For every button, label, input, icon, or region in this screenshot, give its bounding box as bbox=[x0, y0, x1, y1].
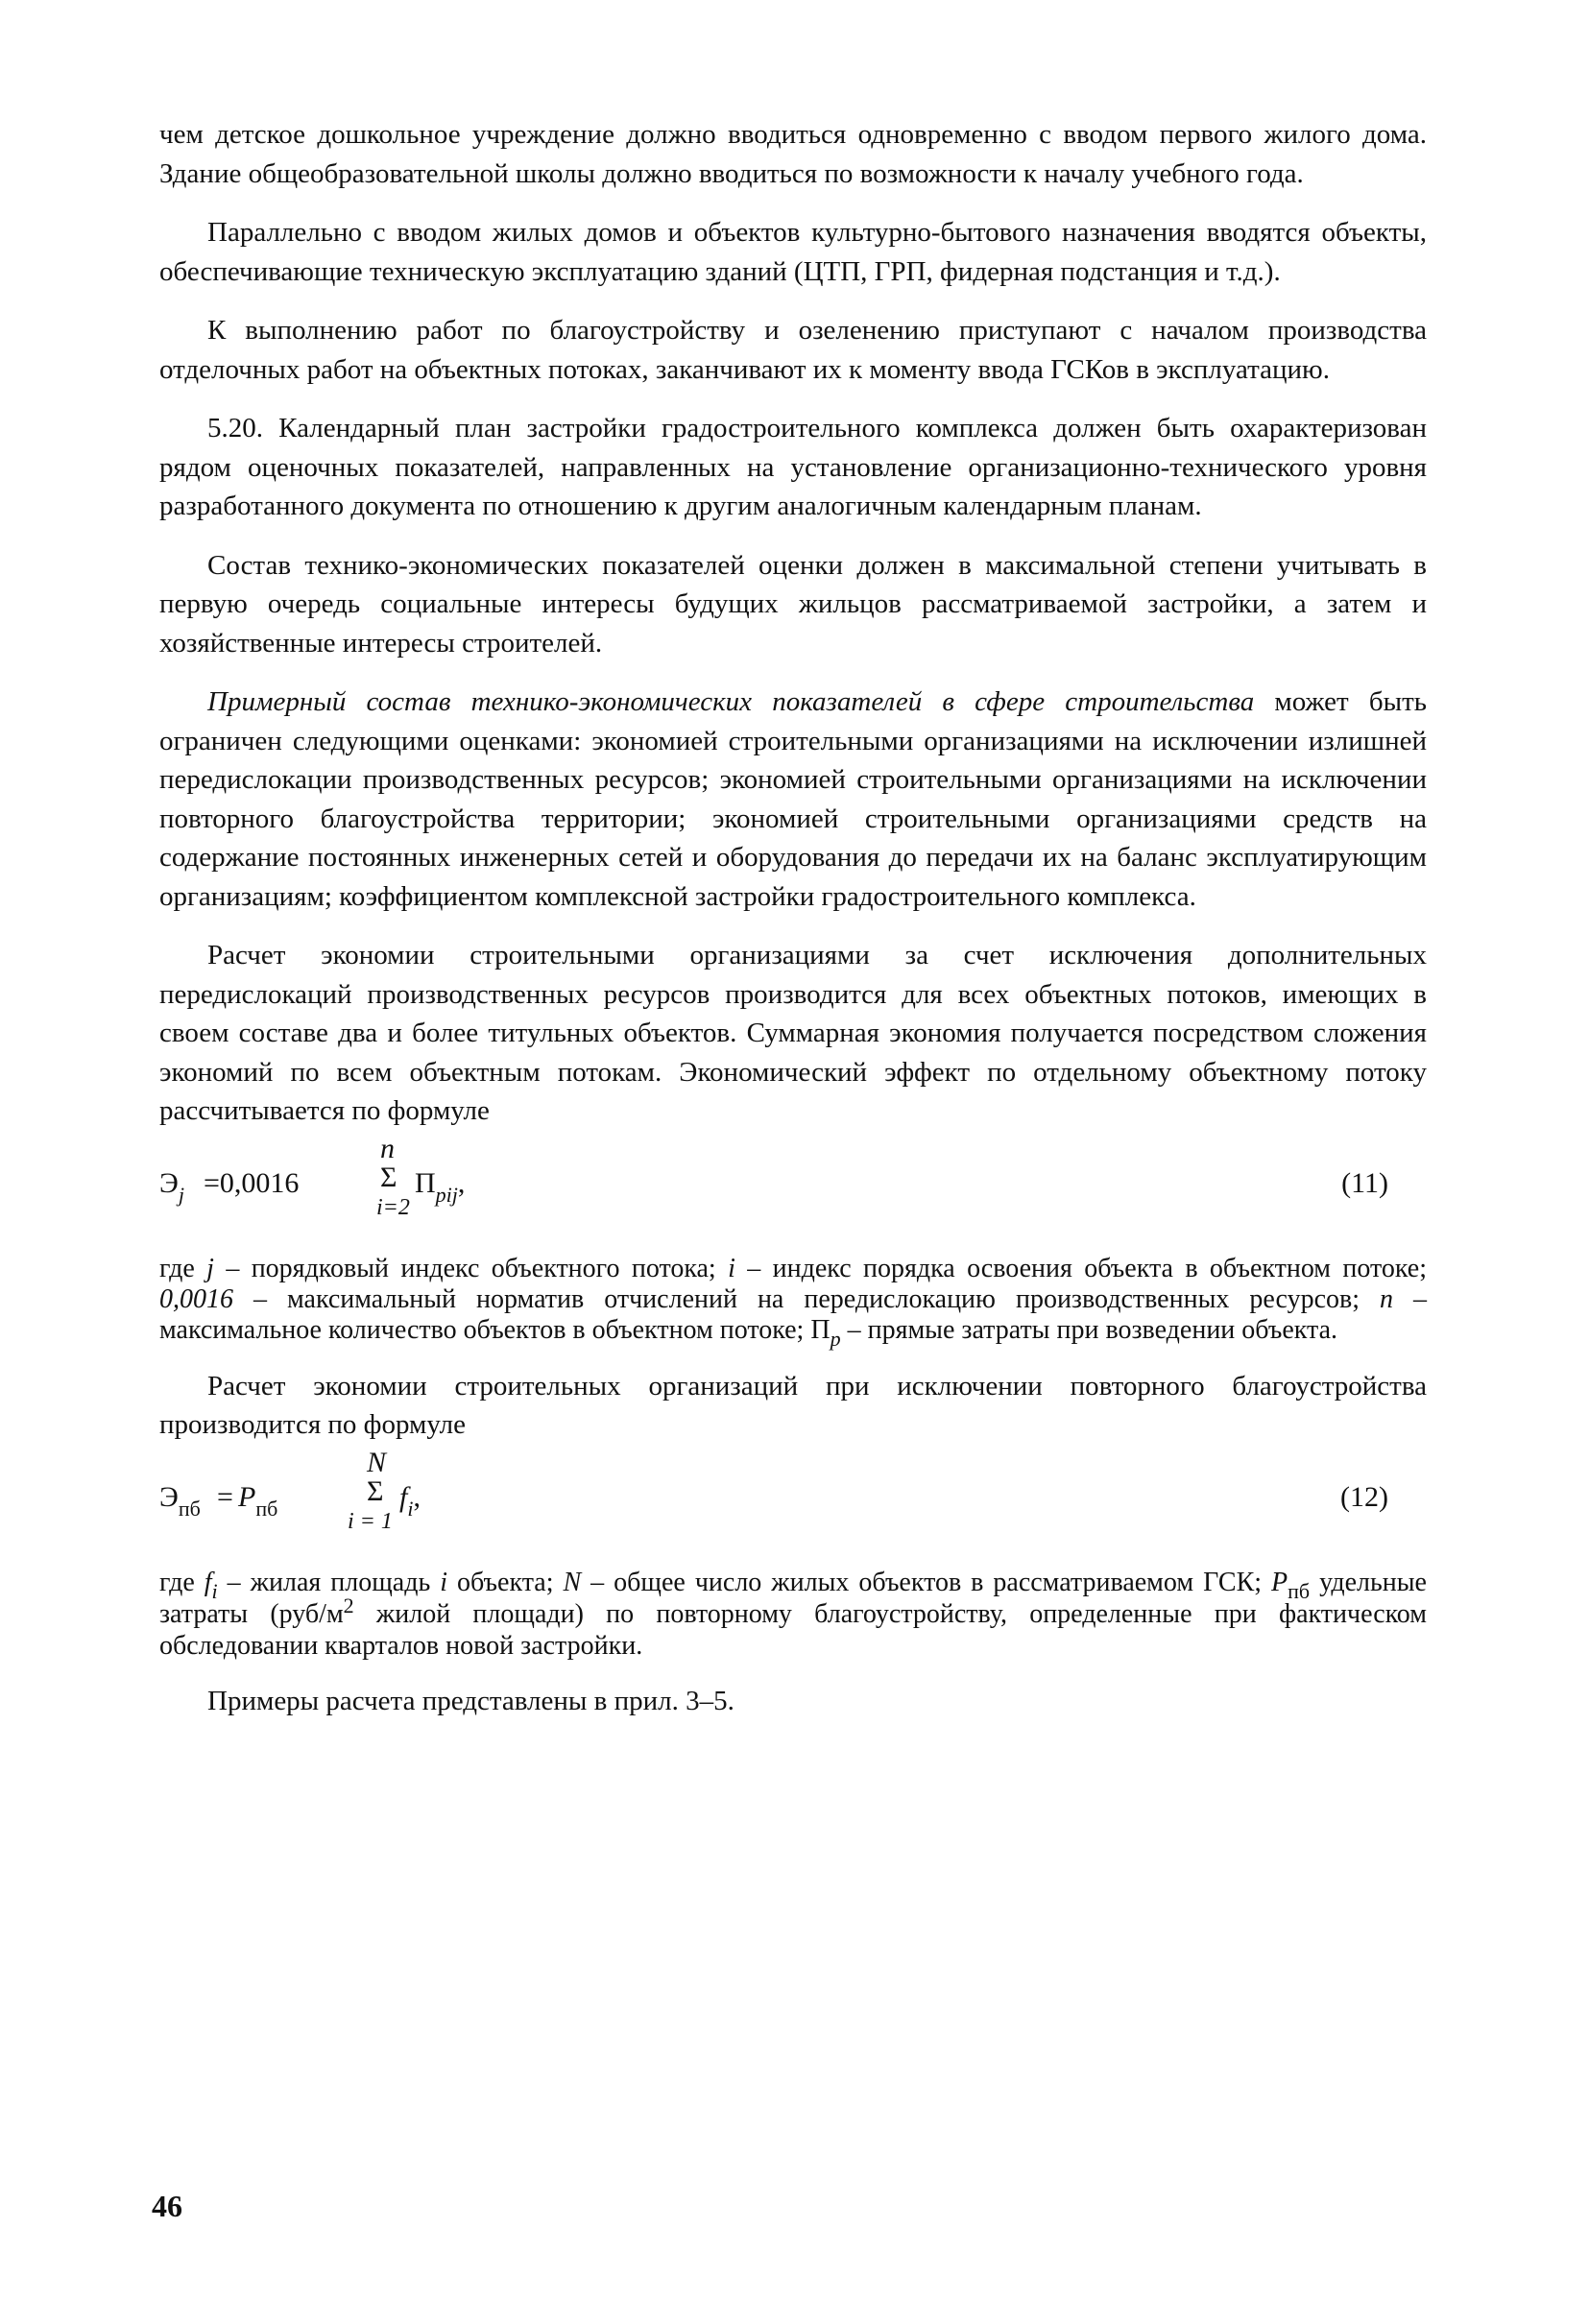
formula-number: (11) bbox=[1341, 1166, 1388, 1199]
page-number: 46 bbox=[152, 2189, 182, 2223]
formula-symbol: Э bbox=[159, 1166, 179, 1199]
formula-punctuation: , bbox=[457, 1166, 466, 1199]
text: удельные затраты (руб/м bbox=[159, 1567, 1427, 1629]
formula-symbol: P bbox=[238, 1480, 256, 1513]
formula-term bbox=[399, 1480, 421, 1521]
variable: P bbox=[1271, 1567, 1288, 1597]
paragraph-rest: может быть ограничен следующими оценками: экономией строительными организациями на исключении излишней передислокации производственных ресурсов; экономией строительными организациями на исключении повторного благоустройства территории; экономией строительными организациями средств на содержание постоянных инженерных сетей и оборудования до передачи их на баланс эксплуатирующим организациям; коэффициентом комплексной застройки градостроительного комплекса. bbox=[159, 686, 1428, 912]
text: – максимальный норматив отчислений на передислокацию производственных ресурсов; bbox=[233, 1283, 1380, 1314]
variable: j bbox=[206, 1253, 214, 1283]
text: – жилая площадь bbox=[217, 1567, 441, 1597]
paragraph: Параллельно с вводом жилых домов и объектов культурно-бытового назначения вводятся объекты, обеспечивающие техническую эксплуатацию зданий (ЦТП, ГРП, фидерная подстанция и т.д.). bbox=[159, 217, 1427, 287]
formula-subscript: i bbox=[407, 1496, 414, 1521]
text: – индекс порядка освоения объекта в объектном потоке; bbox=[734, 1253, 1428, 1283]
formula-upper-limit: n bbox=[380, 1132, 395, 1164]
paragraph: Расчет экономии строительными организациями за счет исключения дополнительных передислокаций производственных ресурсов производится для всех объектных потоков, имеющих в своем составе два и более титульных объектов. Суммарная экономия получается посредством сложения экономий по всем объектным потокам. Экономический эффект по отдельному объектному потоку рассчитывается по формуле bbox=[159, 940, 1427, 1126]
formula-equals: = bbox=[217, 1480, 233, 1513]
paragraph bbox=[159, 683, 1427, 916]
formula-subscript: j bbox=[178, 1182, 184, 1207]
formula-11 bbox=[159, 1132, 1427, 1240]
paragraph: чем детское дошкольное учреждение должно вводиться одновременно с вводом первого жилого дома. Здание общеобразовательной школы должно вводиться по возможности к началу учебного года. bbox=[159, 119, 1427, 189]
italic-lead: Примерный состав технико-экономических показателей в сфере строительства bbox=[207, 686, 1255, 717]
text: где bbox=[159, 1567, 205, 1597]
variable: f bbox=[204, 1567, 212, 1597]
formula-symbol: Э bbox=[159, 1480, 179, 1513]
formula-number: (12) bbox=[1340, 1480, 1388, 1513]
variable: i bbox=[440, 1567, 448, 1597]
formula-sum-sign: Σ bbox=[367, 1474, 384, 1507]
variable-subscript: р bbox=[830, 1326, 841, 1351]
formula-term bbox=[415, 1166, 466, 1207]
variable: N bbox=[563, 1567, 582, 1597]
formula-subscript: pij bbox=[435, 1182, 458, 1207]
paragraph: К выполнению работ по благоустройству и озеленению приступают с началом производства отделочных работ на объектных потоках, заканчивают их к моменту ввода ГСКов в эксплуатацию. bbox=[159, 315, 1427, 385]
paragraph: Примеры расчета представлены в прил. 3–5. bbox=[207, 1685, 734, 1716]
text: – максимальное количество объектов в объектном потоке; bbox=[159, 1283, 1427, 1345]
formula-explanation bbox=[159, 1568, 1427, 1662]
variable-subscript: i bbox=[211, 1578, 218, 1603]
formula-lower-limit: i=2 bbox=[376, 1194, 410, 1220]
variable: i bbox=[728, 1253, 735, 1283]
formula-explanation bbox=[159, 1253, 1428, 1351]
section-paragraph: 5.20. Календарный план застройки градостроительного комплекса должен быть охарактеризован рядом оценочных показателей, направленных на установление организационно-технического уровня разработанного документа по отношению к другим аналогичным календарным планам. bbox=[159, 413, 1427, 521]
paragraph: Состав технико-экономических показателей оценки должен в максимальной степени учитывать в первую очередь социальные интересы будущих жильцов рассматриваемой застройки, а затем и хозяйственные интересы строителей. bbox=[159, 549, 1427, 659]
paragraph: Расчет экономии строительных организаций при исключении повторного благоустройства производится по формуле bbox=[159, 1370, 1427, 1440]
variable: П bbox=[810, 1314, 831, 1345]
formula-12 bbox=[159, 1446, 1427, 1554]
formula-subscript: пб bbox=[178, 1496, 201, 1521]
body-text bbox=[159, 115, 1427, 1740]
formula-coefficient: =0,0016 bbox=[204, 1166, 300, 1199]
formula-upper-limit: N bbox=[367, 1446, 387, 1478]
text: объекта; bbox=[447, 1567, 564, 1597]
variable-subscript: пб bbox=[1288, 1578, 1311, 1603]
text: где bbox=[159, 1253, 207, 1283]
superscript: 2 bbox=[343, 1593, 354, 1617]
text: – общее число жилых объектов в рассматриваемом ГСК; bbox=[581, 1567, 1272, 1597]
variable: n bbox=[1380, 1283, 1393, 1314]
formula-sum-sign: Σ bbox=[380, 1161, 397, 1193]
formula-lower-limit: i = 1 bbox=[348, 1508, 393, 1534]
text: – прямые затраты при возведении объекта. bbox=[840, 1314, 1337, 1345]
formula-coefficient bbox=[238, 1480, 278, 1521]
formula-lhs bbox=[159, 1166, 184, 1207]
formula-punctuation: , bbox=[413, 1480, 421, 1513]
variable: 0,0016 bbox=[159, 1283, 233, 1314]
formula-symbol: f bbox=[399, 1480, 408, 1513]
text: – порядковый индекс объектного потока; bbox=[213, 1253, 729, 1283]
formula-subscript: пб bbox=[255, 1496, 278, 1521]
formula-lhs bbox=[159, 1480, 201, 1521]
text: жилой площади) по повторному благоустройству, определенные при фактическом обследовании кварталов новой застройки. bbox=[159, 1598, 1427, 1661]
formula-symbol: П bbox=[415, 1166, 436, 1199]
